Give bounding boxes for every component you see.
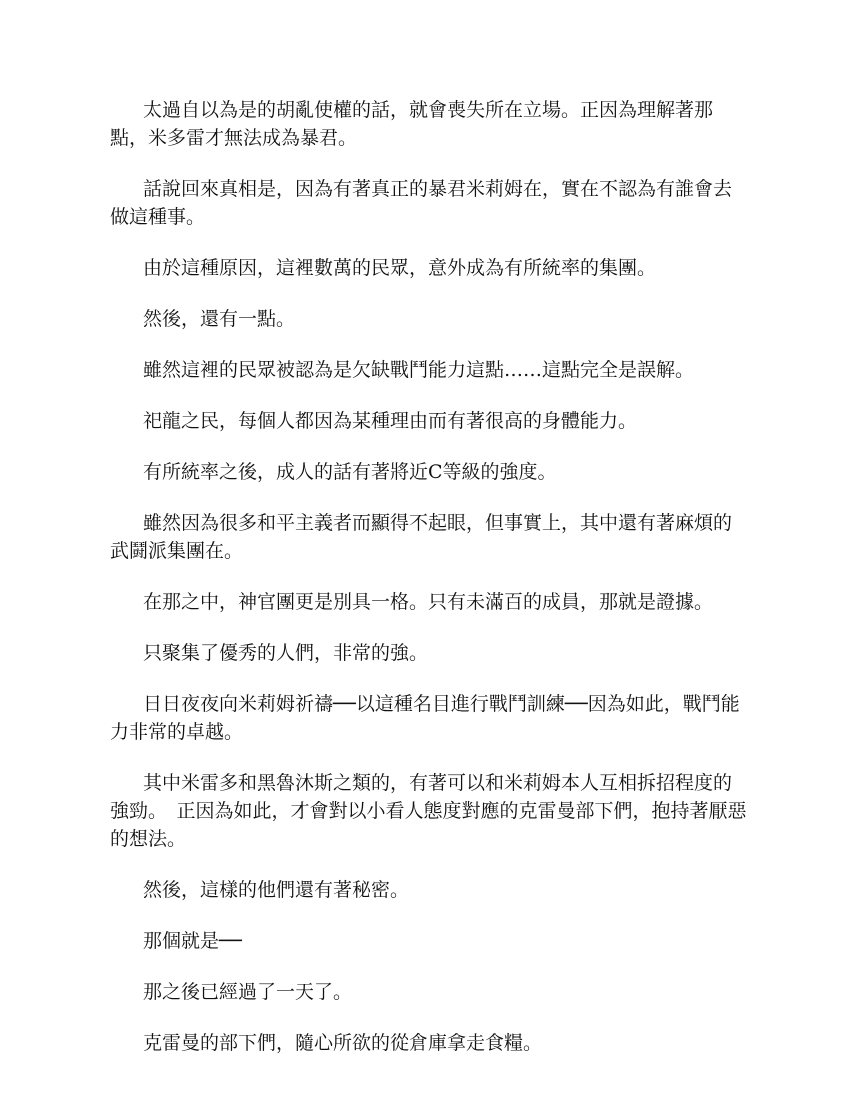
paragraph: 雖然因為很多和平主義者而顯得不起眼，但事實上，其中還有著麻煩的武鬪派集團在。 <box>110 512 733 562</box>
paragraph: 雖然這裡的民眾被認為是欠缺戰鬥能力這點……這點完全是誤解。 <box>143 359 695 381</box>
paragraph: 祀龍之民，每個人都因為某種理由而有著很高的身體能力。 <box>143 410 638 432</box>
paragraph: 只聚集了優秀的人們，非常的強。 <box>143 642 429 664</box>
paragraph: 由於這種原因，這裡數萬的民眾，意外成為有所統率的集團。 <box>143 257 657 279</box>
paragraph: 然後，這樣的他們還有著秘密。 <box>143 879 410 901</box>
paragraph: 克雷曼的部下們，隨心所欲的從倉庫拿走食糧。 <box>143 1032 543 1054</box>
paragraph: 日日夜夜向米莉姆祈禱──以這種名目進行戰鬥訓練──因為如此，戰鬥能力非常的卓越。 <box>110 693 740 743</box>
paragraph: 有所統率之後，成人的話有著將近C等級的強度。 <box>143 461 557 483</box>
paragraph: 太過自以為是的胡亂使權的話，就會喪失所在立場。正因為理解著那點，米多雷才無法成為暴君。 <box>110 99 714 149</box>
paragraph: 那個就是── <box>143 930 242 952</box>
paragraph: 在那之中，神官團更是別具一格。只有未滿百的成員，那就是證據。 <box>143 591 714 613</box>
paragraph: 那之後已經過了一天了。 <box>143 981 353 1003</box>
paragraph: 然後，還有一點。 <box>143 308 296 330</box>
paragraph: 話說回來真相是，因為有著真正的暴君米莉姆在，實在不認為有誰會去做這種事。 <box>110 178 733 228</box>
document-body <box>110 96 750 1080</box>
paragraph: 其中米雷多和黑魯沐斯之類的，有著可以和米莉姆本人互相拆招程度的強勁。 正因為如此，才會對以小看人態度對應的克雷曼部下們，抱持著厭惡的想法。 <box>110 772 747 850</box>
